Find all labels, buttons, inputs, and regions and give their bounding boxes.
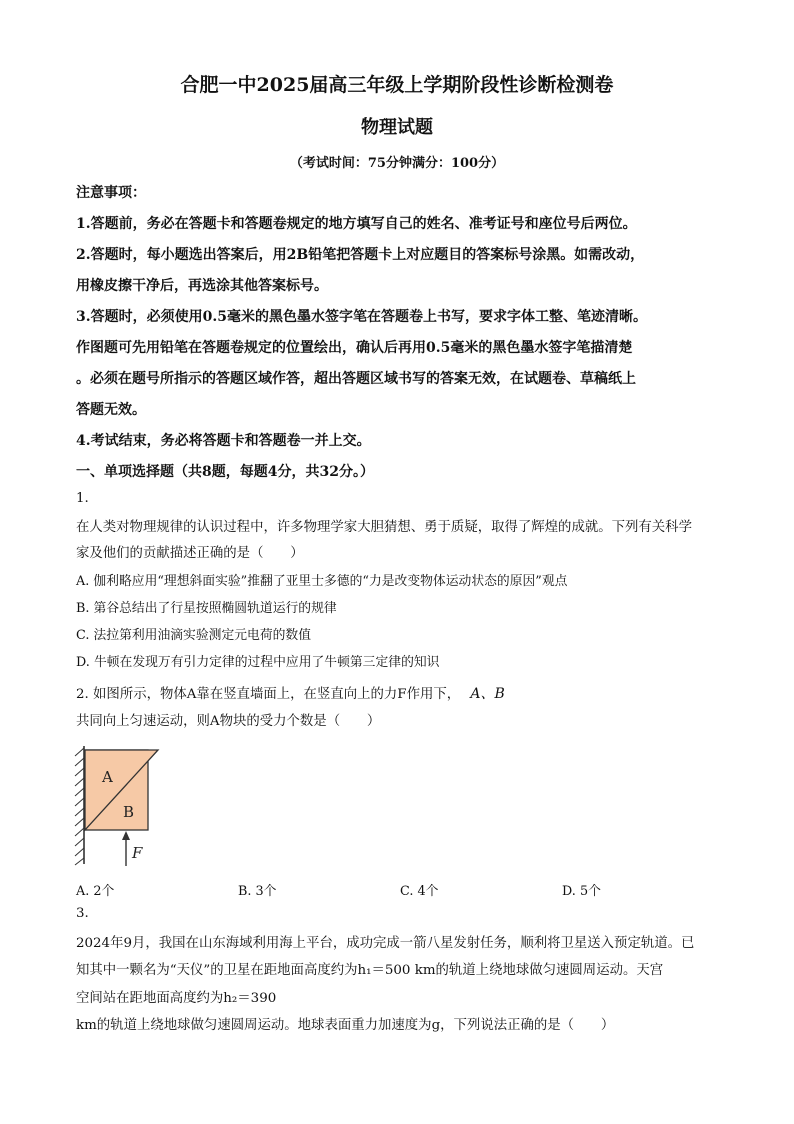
question-2-stem bbox=[76, 683, 505, 703]
block-a-label: A bbox=[102, 768, 113, 786]
wall-hatching bbox=[75, 748, 84, 865]
question-2-option-d: D. 5个 bbox=[562, 884, 601, 899]
question-2-symbols: A、B bbox=[470, 686, 505, 702]
exam-subject: 物理试题 bbox=[361, 117, 433, 138]
question-3-stem: 知其中一颗名为“天仪”的卫星在距地面高度约为h₁＝500 km的轨道上绕地球做匀速圆周运动。天宫 bbox=[76, 963, 664, 978]
force-arrow-head bbox=[122, 831, 130, 840]
note-line: 3.答题时，必须使用0.5毫米的黑色墨水签字笔在答题卷上书写，要求字体工整、笔迹清晰。 bbox=[76, 309, 647, 325]
note-line: 1.答题前，务必在答题卡和答题卷规定的地方填写自己的姓名、准考证号和座位号后两位。 bbox=[76, 216, 637, 232]
question-1-option-b: B. 第谷总结出了行星按照椭圆轨道运行的规律 bbox=[76, 601, 337, 616]
notes-heading: 注意事项： bbox=[76, 185, 146, 201]
question-2-figure bbox=[66, 740, 166, 870]
question-2-option-b: B. 3个 bbox=[238, 884, 277, 899]
question-2-stem: 共同向上匀速运动，则A物块的受力个数是（ ） bbox=[76, 714, 381, 729]
exam-time-info: （考试时间：75分钟满分：100分） bbox=[289, 156, 505, 171]
question-2-option-a: A. 2个 bbox=[76, 884, 115, 899]
note-line: 。必须在题号所指示的答题区域作答，超出答题区域书写的答案无效，在试题卷、草稿纸上 bbox=[76, 371, 636, 387]
question-2-options bbox=[76, 880, 726, 899]
question-3-stem: 2024年9月，我国在山东海域利用海上平台，成功完成一箭八星发射任务，顺利将卫星送入预定轨道。已 bbox=[76, 936, 695, 951]
question-1-number: 1. bbox=[76, 491, 89, 506]
force-label: F bbox=[132, 844, 143, 862]
note-line: 4.考试结束，务必将答题卡和答题卷一并上交。 bbox=[76, 433, 371, 449]
question-3-number: 3. bbox=[76, 906, 89, 921]
block-b-label: B bbox=[123, 803, 135, 821]
note-line: 2.答题时，每小题选出答案后，用2B铅笔把答题卡上对应题目的答案标号涂黑。如需改动， bbox=[76, 247, 645, 263]
question-1-stem: 在人类对物理规律的认识过程中，许多物理学家大胆猜想、勇于质疑，取得了辉煌的成就。下列有关科学 bbox=[76, 520, 692, 535]
question-2-stem-text: 2. 如图所示，物体A靠在竖直墙面上，在竖直向上的力F作用下， bbox=[76, 687, 461, 702]
question-1-stem: 家及他们的贡献描述正确的是（ ） bbox=[76, 546, 304, 561]
question-3-stem: km的轨道上绕地球做匀速圆周运动。地球表面重力加速度为g，下列说法正确的是（ ） bbox=[76, 1018, 615, 1033]
question-3-stem: 空间站在距地面高度约为h₂＝390 bbox=[76, 991, 277, 1006]
exam-title: 合肥一中2025届高三年级上学期阶段性诊断检测卷 bbox=[180, 74, 614, 96]
question-1-option-c: C. 法拉第利用油滴实验测定元电荷的数值 bbox=[76, 628, 312, 643]
section-heading: 一、单项选择题（共8题，每题4分，共32分。） bbox=[76, 464, 374, 480]
question-1-option-a: A. 伽利略应用“理想斜面实验”推翻了亚里士多德的“力是改变物体运动状态的原因”观点 bbox=[76, 574, 568, 589]
note-line: 作图题可先用铅笔在答题卷规定的位置绘出，确认后再用0.5毫米的黑色墨水签字笔描清楚 bbox=[76, 340, 633, 356]
note-line: 答题无效。 bbox=[76, 402, 146, 418]
question-1-option-d: D. 牛顿在发现万有引力定律的过程中应用了牛顿第三定律的知识 bbox=[76, 655, 440, 670]
question-2-option-c: C. 4个 bbox=[400, 884, 439, 899]
note-line: 用橡皮擦干净后，再选涂其他答案标号。 bbox=[76, 278, 328, 294]
